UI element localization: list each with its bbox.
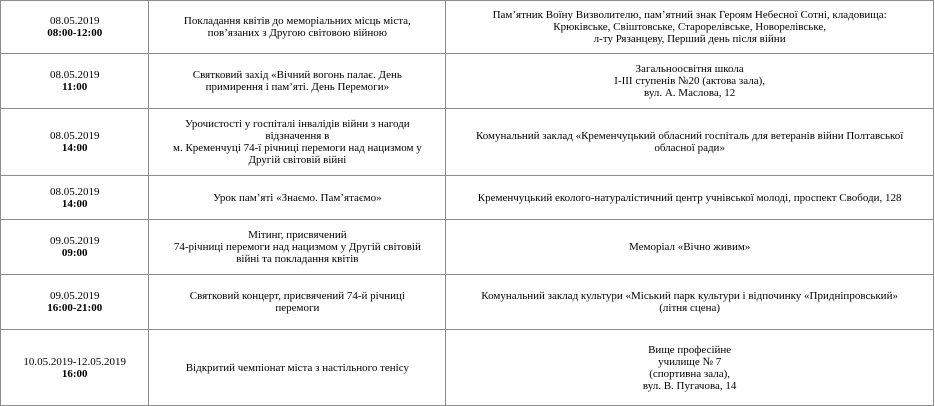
- event-text-line: 74-річниці перемоги над нацизмом у Другій світовій: [173, 241, 421, 253]
- table-row: [1, 54, 934, 109]
- event-date: 10.05.2019-12.05.2019: [23, 355, 127, 368]
- event-text-line: Відкритий чемпіонат міста з настільного тенісу: [185, 361, 409, 374]
- event-text-line: Святковий захід «Вічний вогонь палає. День: [192, 69, 402, 81]
- schedule-body: [1, 1, 934, 406]
- event-time: 14:00: [61, 142, 88, 154]
- event-date: 08.05.2019: [49, 130, 100, 142]
- place-text-line: Крюківське, Свіштовське, Старорелівське, Новорелівське,: [553, 21, 827, 33]
- event-text-line: Покладання квітів до меморіальних місць міста,: [183, 15, 411, 27]
- place-cell: [446, 330, 934, 406]
- place-cell: [446, 1, 934, 54]
- date-time-cell: [1, 54, 149, 109]
- event-date: 09.05.2019: [49, 290, 100, 302]
- place-text-line: (спортивна зала),: [649, 367, 731, 380]
- event-time: 09:00: [61, 247, 88, 259]
- date-time-cell: [1, 330, 149, 406]
- place-text-line: Вище професійне: [648, 343, 732, 356]
- event-date: 08.05.2019: [49, 15, 100, 27]
- place-text-line: Загальноосвітня школа: [635, 63, 744, 75]
- event-text-line: Святковий концерт, присвячений 74-й річниці: [189, 290, 405, 302]
- place-text-line: Комунальний заклад культури «Міський парк культури і відпочинку «Придніпровський»: [481, 290, 898, 302]
- event-text-line: Урочистості у госпіталі інвалідів війни з нагоди: [185, 118, 410, 130]
- event-text-line: пов’язаних з Другою світовою війною: [207, 27, 388, 39]
- event-cell: [149, 54, 446, 109]
- place-text-line: Пам’ятник Воїну Визволителю, пам’ятний знак Героям Небесної Сотні, кладовища:: [492, 9, 887, 21]
- event-time: 08:00-12:00: [47, 27, 103, 39]
- event-cell: [149, 330, 446, 406]
- place-text-line: вул. А. Маслова, 12: [644, 87, 736, 99]
- event-cell: [149, 220, 446, 275]
- place-text-line: вул. В. Пугачова, 14: [642, 379, 737, 392]
- place-text-line: обласної ради»: [654, 142, 725, 154]
- event-cell: [149, 109, 446, 176]
- date-time-cell: [1, 109, 149, 176]
- event-text-line: примирення і пам’яті. День Перемоги»: [205, 81, 390, 93]
- date-time-cell: [1, 220, 149, 275]
- event-date: 08.05.2019: [49, 69, 100, 81]
- table-row: [1, 1, 934, 54]
- event-text-line: Мітинг, присвячений: [248, 229, 347, 241]
- event-date: 09.05.2019: [49, 235, 100, 247]
- place-text-line: училище № 7: [658, 355, 722, 368]
- event-text-line: м. Кременчуці 74-ї річниці перемоги над нацизмом у: [172, 142, 422, 154]
- event-text-line: війні та покладання квітів: [236, 253, 359, 265]
- place-cell: [446, 220, 934, 275]
- date-time-cell: [1, 275, 149, 330]
- table-row: [1, 176, 934, 220]
- event-time: 16:00: [61, 367, 88, 380]
- event-text-line: відзначення в: [265, 130, 330, 142]
- event-time: 14:00: [61, 197, 88, 210]
- place-text-line: І-ІІІ ступенів №20 (актова зала),: [614, 75, 765, 87]
- place-text-line: л-ту Рязанцеву, Перший день після війни: [593, 33, 786, 45]
- place-cell: [446, 54, 934, 109]
- date-time-cell: [1, 1, 149, 54]
- event-cell: [149, 176, 446, 220]
- table-row: [1, 330, 934, 406]
- place-cell: [446, 275, 934, 330]
- event-text-line: Урок пам’яті «Знаємо. Пам’ятаємо»: [213, 191, 382, 204]
- event-text-line: Другій світовій війні: [248, 154, 347, 166]
- place-cell: [446, 109, 934, 176]
- place-cell: [446, 176, 934, 220]
- date-time-cell: [1, 176, 149, 220]
- place-text-line: Меморіал «Вічно живим»: [628, 241, 751, 253]
- event-cell: [149, 1, 446, 54]
- event-cell: [149, 275, 446, 330]
- place-text-line: Комунальний заклад «Кременчуцький обласний госпіталь для ветеранів війни Полтавської: [475, 130, 904, 142]
- place-text-line: Кременчуцький еколого-натуралістичний центр учнівської молоді, проспект Свободи, 128: [477, 191, 902, 204]
- event-time: 16:00-21:00: [47, 302, 103, 314]
- event-text-line: перемоги: [275, 302, 320, 314]
- table-row: [1, 109, 934, 176]
- table-row: [1, 275, 934, 330]
- place-text-line: (літня сцена): [659, 302, 721, 314]
- table-row: [1, 220, 934, 275]
- event-date: 08.05.2019: [49, 185, 100, 198]
- event-time: 11:00: [62, 81, 88, 93]
